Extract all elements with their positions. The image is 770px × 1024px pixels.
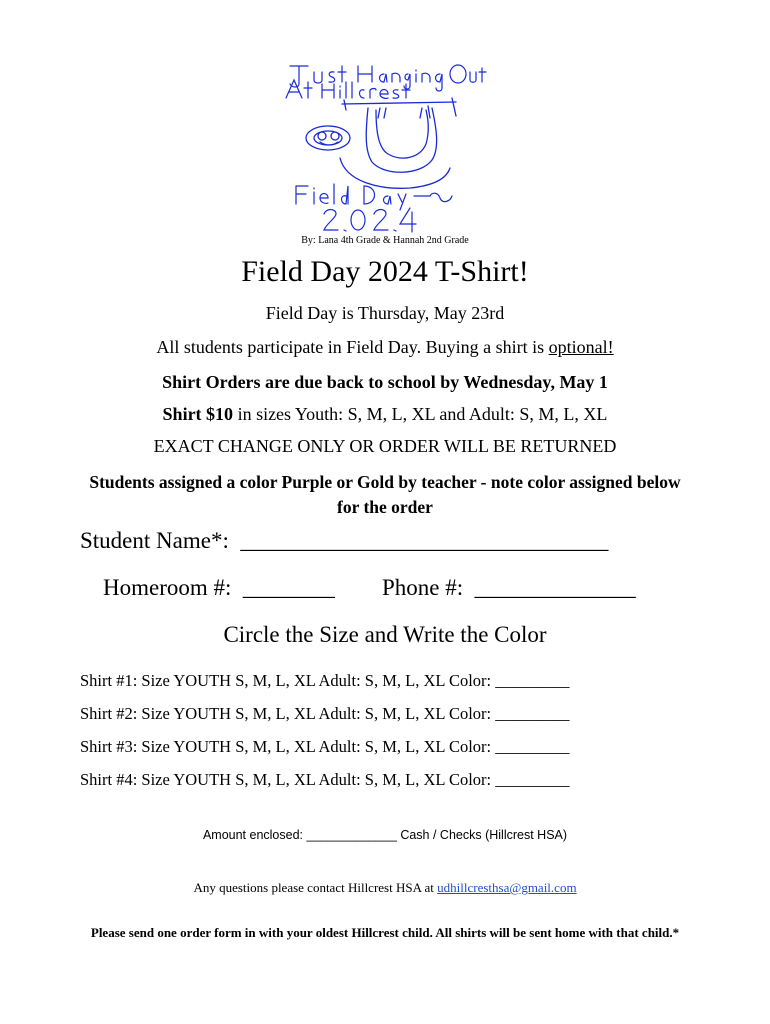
sloth-drawing-icon [280,58,490,236]
student-name-label: Student Name*: [80,528,229,553]
final-note [0,924,770,941]
exact-change-warning: EXACT CHANGE ONLY OR ORDER WILL BE RETURNED [153,436,617,456]
price-line [0,404,770,425]
phone-field[interactable]: ______________ [474,575,636,600]
due-date-notice: Shirt Orders are due back to school by Wednesday, May 1 [162,372,608,392]
shirt-order-line[interactable]: Shirt #3: Size YOUTH S, M, L, XL Adult: S, M, L, XL Color: _________ [80,737,570,756]
contact-email-link[interactable]: udhillcresthsa@gmail.com [437,880,577,895]
homeroom-label: Homeroom #: [103,575,232,600]
optional-emphasis: optional! [548,337,614,357]
shirt-order-line[interactable]: Shirt #2: Size YOUTH S, M, L, XL Adult: S, M, L, XL Color: _________ [80,704,570,723]
phone-label: Phone #: [382,575,464,600]
page-title: Field Day 2024 T-Shirt! [241,255,529,288]
size-list: in sizes Youth: S, M, L, XL and Adult: S, M, L, XL [233,404,608,424]
phone-row [382,575,636,601]
circle-size-instruction: Circle the Size and Write the Color [223,622,547,647]
price-bold: Shirt $10 [162,404,234,424]
payment-method: Cash / Checks (Hillcrest HSA) [396,828,568,842]
shirt-order-line[interactable]: Shirt #1: Size YOUTH S, M, L, XL Adult: S, M, L, XL Color: _________ [80,671,570,690]
artwork-byline: By: Lana 4th Grade & Hannah 2nd Grade [301,235,469,246]
amount-enclosed-row [0,828,770,842]
homeroom-row [103,575,335,601]
field-day-date: Field Day is Thursday, May 23rd [265,303,505,323]
shirt-order-line[interactable]: Shirt #4: Size YOUTH S, M, L, XL Adult: S, M, L, XL Color: _________ [80,770,570,789]
contact-text: Any questions please contact Hillcrest HSA at [193,880,438,895]
final-note-text: Please send one order form in with your oldest Hillcrest child. All shirts will be sent home with that child.* [90,925,680,940]
amount-label: Amount enclosed: [202,828,307,842]
student-name-row [80,528,608,554]
color-assignment-note [0,470,770,520]
student-name-field[interactable]: ________________________________ [240,528,609,553]
homeroom-field[interactable]: ________ [242,575,335,600]
color-assignment-text: Students assigned a color Purple or Gold by teacher - note color assigned below for the order [89,472,681,517]
contact-line [0,880,770,896]
participation-text: All students participate in Field Day. Buying a shirt is [156,337,549,357]
participation-note [0,337,770,358]
amount-field[interactable]: _____________ [306,828,397,842]
hand-drawn-sloth-artwork [280,58,490,236]
